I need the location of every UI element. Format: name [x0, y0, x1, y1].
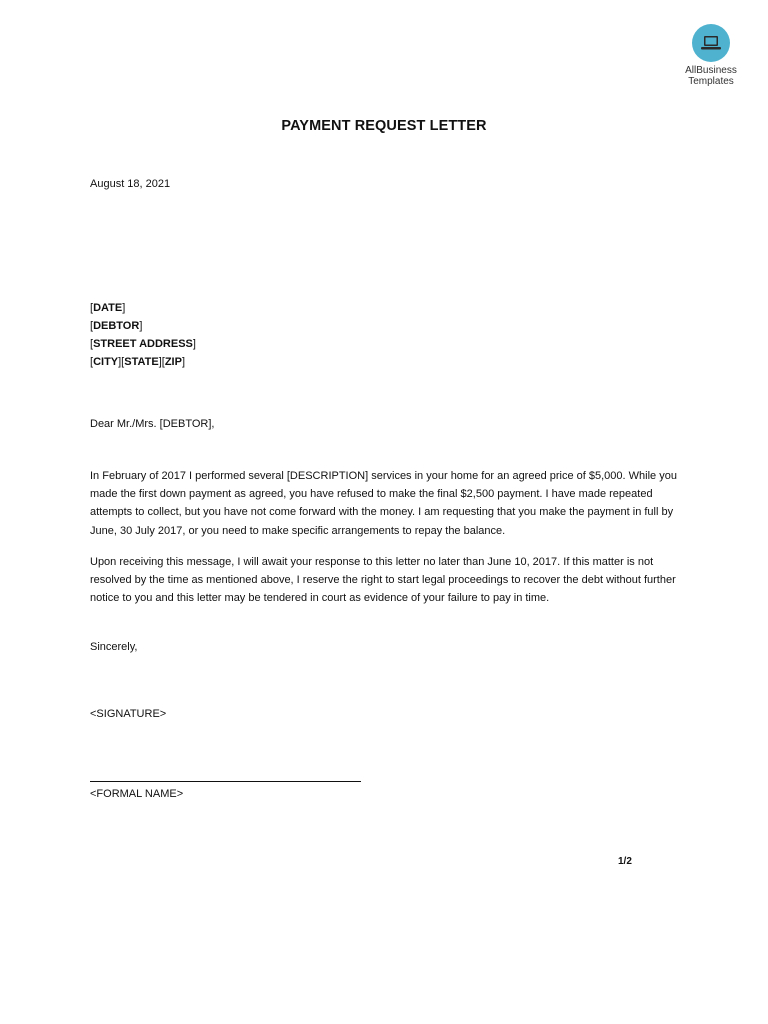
letter-title: PAYMENT REQUEST LETTER [281, 118, 487, 134]
address-street-line: [STREET ADDRESS] [90, 338, 196, 350]
logo-circle [692, 24, 730, 62]
salutation: Dear Mr./Mrs. [DEBTOR], [90, 418, 215, 430]
address-zip-placeholder: ZIP [164, 356, 182, 368]
address-date-line: [DATE] [90, 302, 126, 314]
address-debtor-line: [DEBTOR] [90, 320, 143, 332]
address-city-placeholder: CITY [93, 356, 119, 368]
closing: Sincerely, [90, 641, 138, 653]
laptop-icon [701, 35, 721, 51]
address-city-line: [CITY][STATE][ZIP] [90, 356, 185, 368]
page-number: 1/2 [618, 856, 632, 867]
address-street-placeholder: STREET ADDRESS [93, 338, 193, 350]
address-state-placeholder: STATE [124, 356, 159, 368]
signature-placeholder: <SIGNATURE> [90, 708, 167, 720]
letter-date: August 18, 2021 [90, 178, 171, 190]
body-paragraph-2: Upon receiving this message, I will await your response to this letter no later than June 10, 2017. If this matter is not resolved by the time as mentioned above, I reserve the right to start legal proceedings to recover the debt without further notice to you and this letter may be tendered in court as evidence of your failure to pay in time. [90, 556, 676, 605]
logo-line-2: Templates [688, 76, 734, 87]
logo-line-1: AllBusiness [685, 65, 737, 76]
signature-line [90, 781, 361, 782]
allbusiness-templates-logo[interactable] [676, 24, 746, 87]
address-date-placeholder: DATE [93, 302, 123, 314]
recipient-address-block [90, 299, 196, 371]
body-paragraph-1: In February of 2017 I performed several [DESCRIPTION] services in your home for an agreed price of $5,000. While you made the first down payment as agreed, you have refused to make the final $2,500 payment. I have made repeated attempts to collect, but you have not come forward with the money. I am requesting that you make the payment in full by June, 30 July 2017, or you need to make specific arrangements to repay the balance. [90, 470, 677, 537]
formal-name-placeholder: <FORMAL NAME> [90, 788, 184, 800]
logo-text [676, 65, 746, 87]
address-debtor-placeholder: DEBTOR [93, 320, 140, 332]
